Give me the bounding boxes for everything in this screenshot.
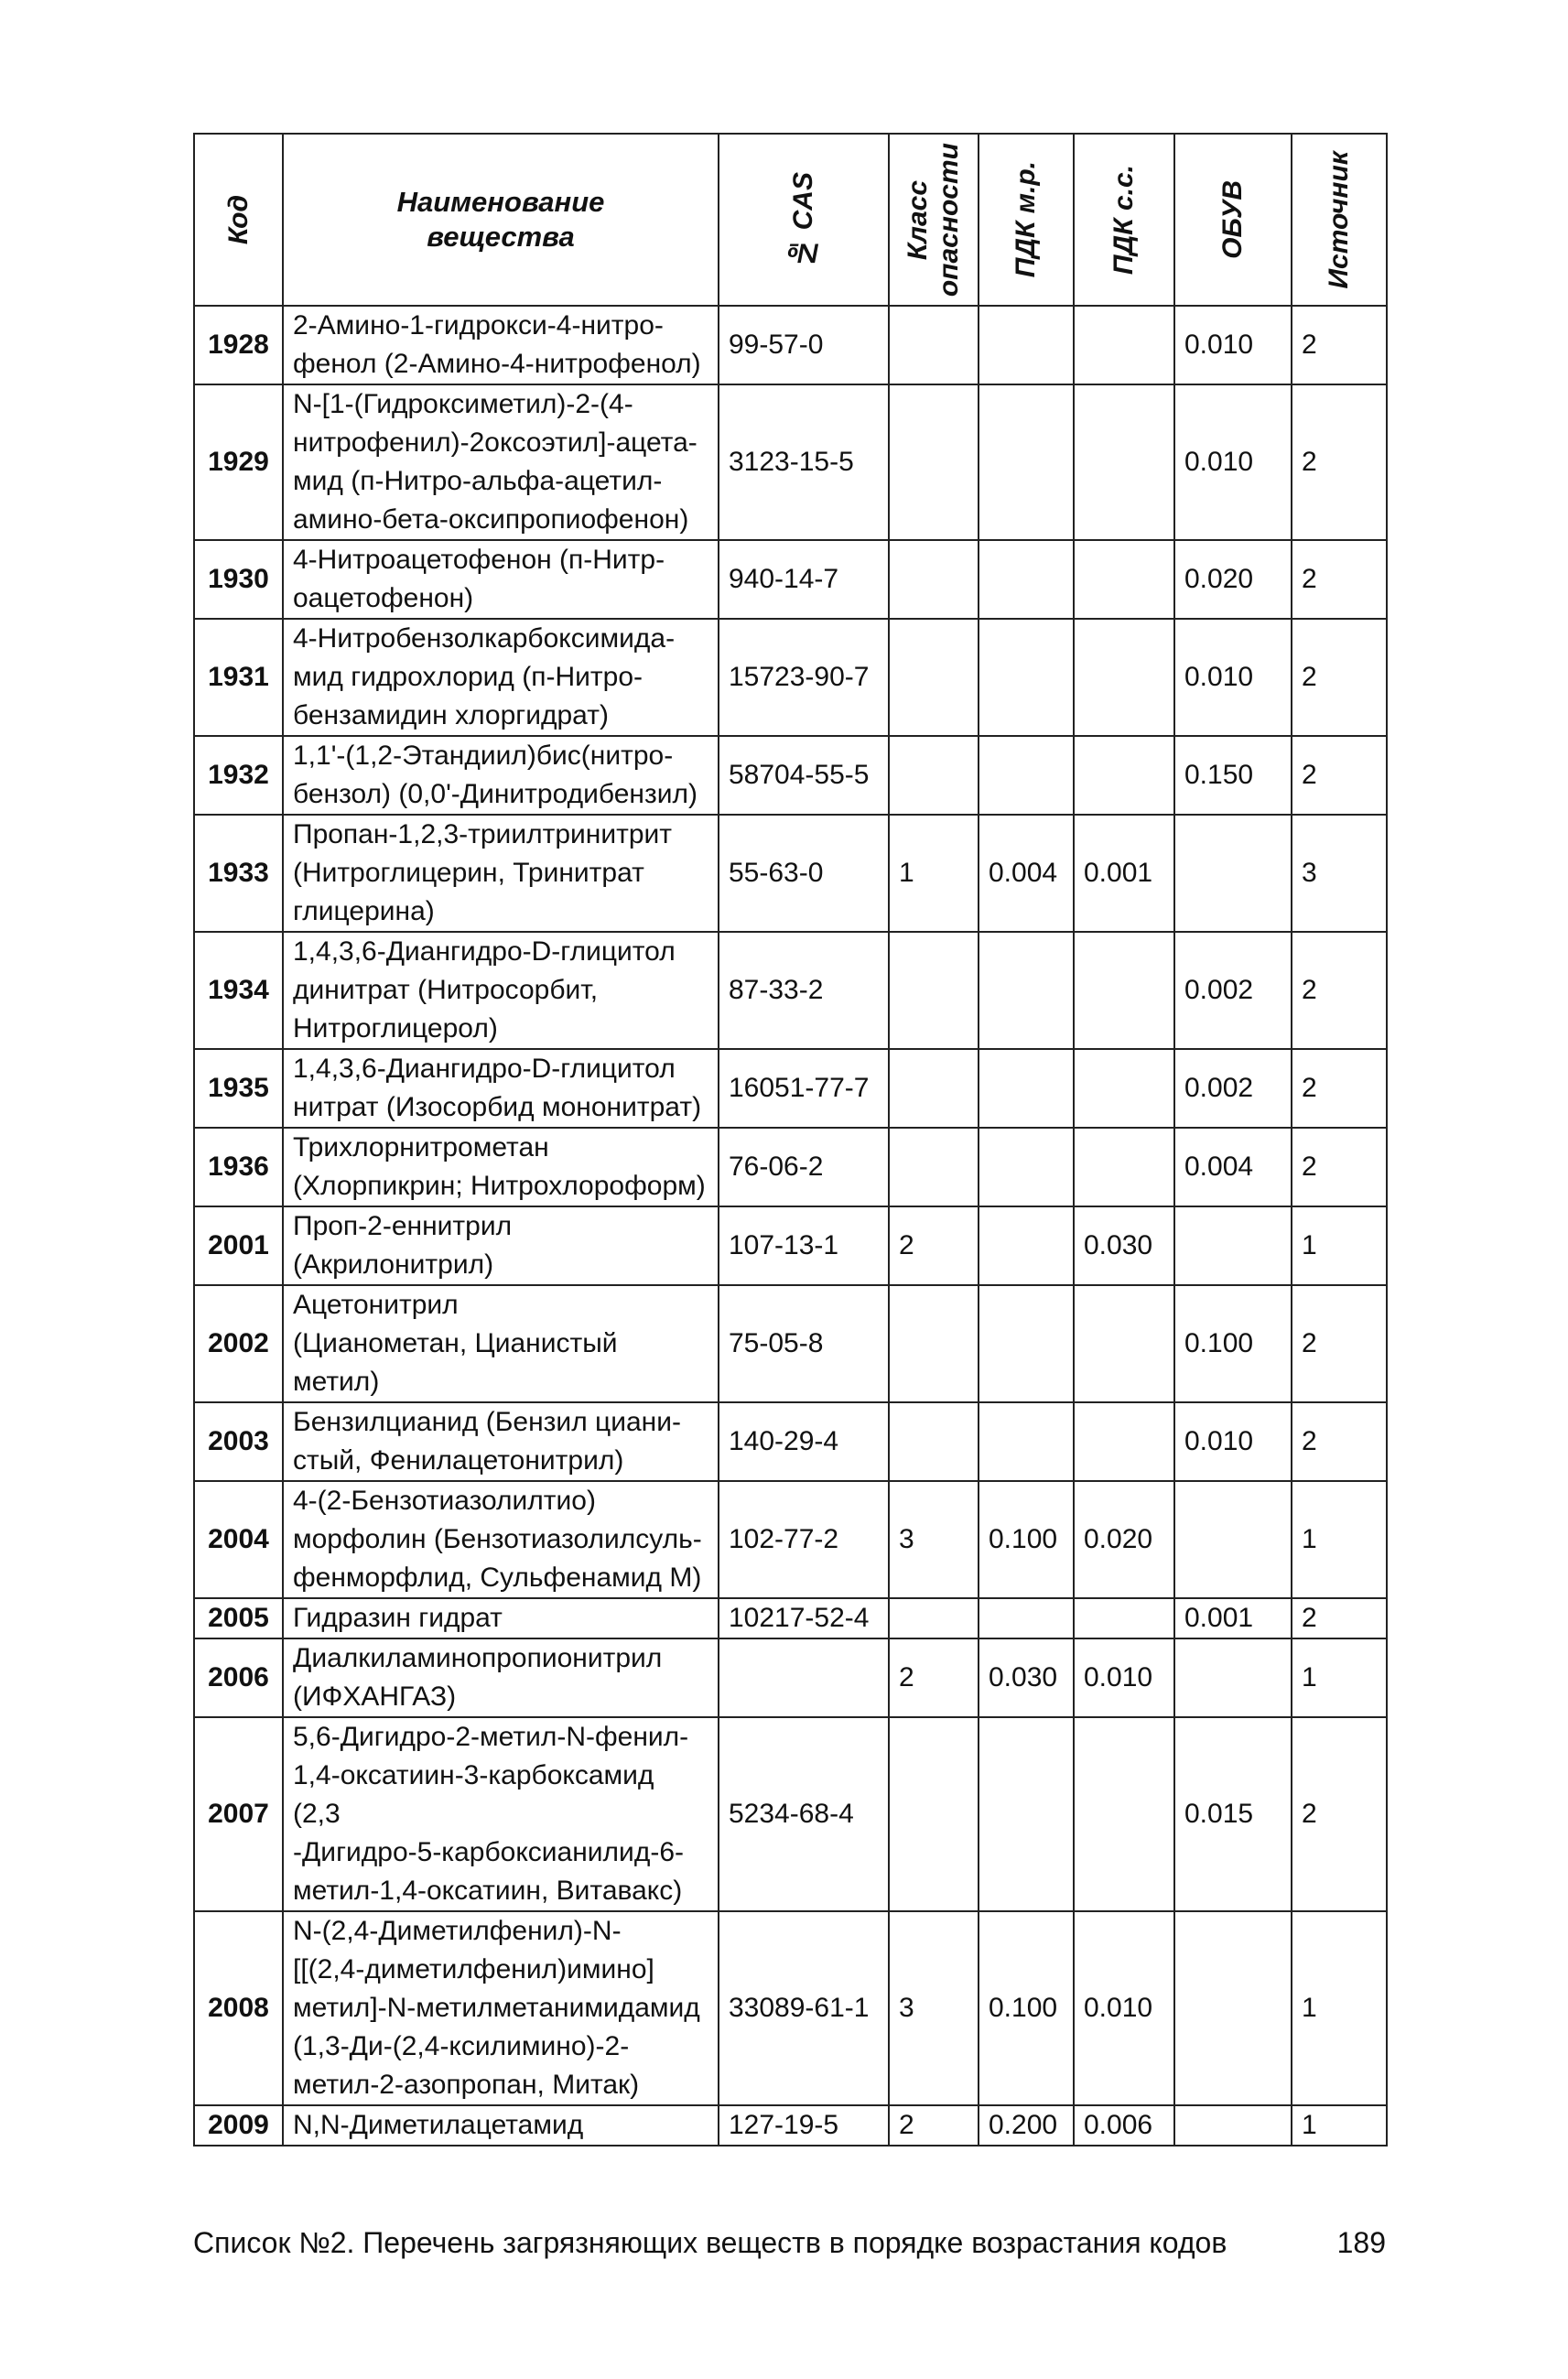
cell-code: 1935	[194, 1049, 283, 1128]
cell-name: 5,6-Дигидро-2-метил-N-фенил- 1,4-оксатиин-3-карбоксамид (2,3 -Дигидро-5-карбоксианилид-6- метил-1,4-оксатиин, Витавакс)	[283, 1717, 719, 1911]
cell-pdk-mr	[979, 306, 1074, 384]
cell-code: 1928	[194, 306, 283, 384]
cell-source: 1	[1292, 1638, 1387, 1717]
cell-hazard-class: 2	[889, 1638, 979, 1717]
cell-pdk-mr	[979, 1402, 1074, 1481]
cell-code: 2009	[194, 2105, 283, 2146]
cell-code: 1931	[194, 619, 283, 736]
cell-pdk-mr: 0.200	[979, 2105, 1074, 2146]
cell-cas: 3123-15-5	[719, 384, 889, 540]
cell-hazard-class	[889, 1049, 979, 1128]
cell-hazard-class	[889, 306, 979, 384]
cell-pdk-mr	[979, 1717, 1074, 1911]
cell-hazard-class	[889, 384, 979, 540]
page-number: 189	[1336, 2226, 1386, 2259]
cell-code: 1934	[194, 932, 283, 1049]
cell-obuv: 0.002	[1174, 932, 1292, 1049]
header-pdk-mr: ПДК м.р.	[979, 134, 1074, 306]
cell-pdk-ss	[1074, 1128, 1174, 1206]
cell-pdk-ss: 0.010	[1074, 1911, 1174, 2105]
cell-obuv	[1174, 815, 1292, 932]
cell-source: 2	[1292, 1717, 1387, 1911]
cell-name: Диалкиламинопропионитрил (ИФХАНГАЗ)	[283, 1638, 719, 1717]
table-row	[194, 306, 1387, 384]
footer-title: Список №2. Перечень загрязняющих веществ в порядке возрастания кодов	[193, 2226, 1227, 2259]
cell-source: 2	[1292, 1285, 1387, 1402]
cell-source: 2	[1292, 306, 1387, 384]
cell-hazard-class	[889, 1285, 979, 1402]
header-cas: № CAS	[719, 134, 889, 306]
cell-hazard-class: 3	[889, 1481, 979, 1598]
cell-code: 1930	[194, 540, 283, 619]
cell-source: 1	[1292, 2105, 1387, 2146]
substances-table	[193, 133, 1388, 2147]
cell-obuv	[1174, 1481, 1292, 1598]
table-row	[194, 932, 1387, 1049]
cell-cas: 58704-55-5	[719, 736, 889, 815]
cell-obuv: 0.010	[1174, 306, 1292, 384]
table-row	[194, 2105, 1387, 2146]
cell-pdk-mr	[979, 932, 1074, 1049]
cell-cas: 87-33-2	[719, 932, 889, 1049]
cell-source: 2	[1292, 1049, 1387, 1128]
cell-name: 4-(2-Бензотиазолилтио) морфолин (Бензотиазолилсуль- фенморфлид, Сульфенамид М)	[283, 1481, 719, 1598]
cell-pdk-ss	[1074, 932, 1174, 1049]
cell-hazard-class	[889, 1598, 979, 1638]
cell-obuv	[1174, 2105, 1292, 2146]
cell-hazard-class	[889, 1717, 979, 1911]
cell-code: 2004	[194, 1481, 283, 1598]
cell-code: 2006	[194, 1638, 283, 1717]
header-row	[194, 134, 1387, 306]
cell-pdk-mr	[979, 540, 1074, 619]
cell-pdk-ss	[1074, 1717, 1174, 1911]
cell-name: 4-Нитробензолкарбоксимида- мид гидрохлорид (п-Нитро- бензамидин хлоргидрат)	[283, 619, 719, 736]
cell-name: 2-Амино-1-гидрокси-4-нитро- фенол (2-Амино-4-нитрофенол)	[283, 306, 719, 384]
cell-name: 1,4,3,6-Диангидро-D-глицитол динитрат (Нитросорбит, Нитроглицерол)	[283, 932, 719, 1049]
table-row	[194, 1285, 1387, 1402]
cell-obuv	[1174, 1638, 1292, 1717]
cell-source: 1	[1292, 1911, 1387, 2105]
cell-pdk-ss	[1074, 540, 1174, 619]
cell-name: Гидразин гидрат	[283, 1598, 719, 1638]
cell-source: 2	[1292, 1598, 1387, 1638]
cell-obuv	[1174, 1206, 1292, 1285]
cell-pdk-ss	[1074, 619, 1174, 736]
cell-source: 3	[1292, 815, 1387, 932]
cell-cas: 75-05-8	[719, 1285, 889, 1402]
cell-code: 2003	[194, 1402, 283, 1481]
cell-pdk-ss	[1074, 1285, 1174, 1402]
cell-pdk-mr	[979, 1598, 1074, 1638]
cell-cas: 140-29-4	[719, 1402, 889, 1481]
table-row	[194, 1128, 1387, 1206]
table-row	[194, 619, 1387, 736]
cell-pdk-ss: 0.020	[1074, 1481, 1174, 1598]
cell-obuv: 0.004	[1174, 1128, 1292, 1206]
cell-code: 1932	[194, 736, 283, 815]
cell-obuv: 0.015	[1174, 1717, 1292, 1911]
cell-pdk-ss: 0.010	[1074, 1638, 1174, 1717]
table-row	[194, 1598, 1387, 1638]
cell-name: Пропан-1,2,3-триилтринитрит (Нитроглицерин, Тринитрат глицерина)	[283, 815, 719, 932]
cell-obuv: 0.002	[1174, 1049, 1292, 1128]
cell-pdk-ss: 0.001	[1074, 815, 1174, 932]
cell-pdk-ss	[1074, 1049, 1174, 1128]
cell-obuv: 0.010	[1174, 384, 1292, 540]
cell-code: 1936	[194, 1128, 283, 1206]
table-row	[194, 1206, 1387, 1285]
cell-cas: 99-57-0	[719, 306, 889, 384]
cell-hazard-class: 2	[889, 1206, 979, 1285]
cell-obuv: 0.010	[1174, 619, 1292, 736]
cell-hazard-class	[889, 932, 979, 1049]
cell-pdk-mr	[979, 736, 1074, 815]
cell-pdk-ss	[1074, 1598, 1174, 1638]
cell-obuv: 0.150	[1174, 736, 1292, 815]
cell-code: 2005	[194, 1598, 283, 1638]
table-body	[194, 306, 1387, 2146]
table-row	[194, 1717, 1387, 1911]
table-row	[194, 1402, 1387, 1481]
cell-hazard-class	[889, 540, 979, 619]
cell-pdk-ss	[1074, 736, 1174, 815]
cell-code: 2001	[194, 1206, 283, 1285]
cell-name: N,N-Диметилацетамид	[283, 2105, 719, 2146]
cell-pdk-mr: 0.100	[979, 1911, 1074, 2105]
cell-source: 2	[1292, 932, 1387, 1049]
cell-obuv: 0.001	[1174, 1598, 1292, 1638]
header-source: Источник	[1292, 134, 1387, 306]
cell-pdk-ss	[1074, 384, 1174, 540]
cell-pdk-mr: 0.004	[979, 815, 1074, 932]
cell-pdk-mr: 0.100	[979, 1481, 1074, 1598]
cell-name: 1,1'-(1,2-Этандиил)бис(нитро- бензол) (0,0'-Динитродибензил)	[283, 736, 719, 815]
cell-source: 1	[1292, 1206, 1387, 1285]
cell-pdk-ss: 0.006	[1074, 2105, 1174, 2146]
table-row	[194, 384, 1387, 540]
cell-pdk-mr	[979, 384, 1074, 540]
cell-cas: 940-14-7	[719, 540, 889, 619]
cell-code: 2002	[194, 1285, 283, 1402]
cell-cas: 5234-68-4	[719, 1717, 889, 1911]
cell-obuv: 0.100	[1174, 1285, 1292, 1402]
cell-cas: 16051-77-7	[719, 1049, 889, 1128]
cell-hazard-class: 3	[889, 1911, 979, 2105]
cell-source: 2	[1292, 619, 1387, 736]
page-footer	[193, 2224, 1386, 2261]
header-hazard-class: Класс опасности	[889, 134, 979, 306]
cell-cas: 76-06-2	[719, 1128, 889, 1206]
cell-cas: 10217-52-4	[719, 1598, 889, 1638]
cell-source: 2	[1292, 1128, 1387, 1206]
cell-name: 4-Нитроацетофенон (п-Нитр- оацетофенон)	[283, 540, 719, 619]
table-row	[194, 1481, 1387, 1598]
cell-cas: 15723-90-7	[719, 619, 889, 736]
cell-pdk-mr	[979, 1206, 1074, 1285]
table-row	[194, 1911, 1387, 2105]
cell-pdk-ss	[1074, 306, 1174, 384]
cell-cas: 33089-61-1	[719, 1911, 889, 2105]
cell-hazard-class	[889, 1402, 979, 1481]
cell-source: 1	[1292, 1481, 1387, 1598]
cell-code: 1929	[194, 384, 283, 540]
cell-name: N-(2,4-Диметилфенил)-N- [[(2,4-диметилфенил)имино] метил]-N-метилметанимидамид (1,3-Ди-(2,4-ксилимино)-2- метил-2-азопропан, Митак)	[283, 1911, 719, 2105]
cell-hazard-class	[889, 619, 979, 736]
cell-cas	[719, 1638, 889, 1717]
header-obuv: ОБУВ	[1174, 134, 1292, 306]
cell-name: Бензилцианид (Бензил циани- стый, Фенилацетонитрил)	[283, 1402, 719, 1481]
cell-name: Трихлорнитрометан (Хлорпикрин; Нитрохлороформ)	[283, 1128, 719, 1206]
cell-obuv	[1174, 1911, 1292, 2105]
cell-obuv: 0.020	[1174, 540, 1292, 619]
cell-code: 1933	[194, 815, 283, 932]
cell-pdk-mr	[979, 1049, 1074, 1128]
cell-obuv: 0.010	[1174, 1402, 1292, 1481]
header-pdk-ss: ПДК с.с.	[1074, 134, 1174, 306]
cell-source: 2	[1292, 384, 1387, 540]
cell-pdk-mr: 0.030	[979, 1638, 1074, 1717]
cell-hazard-class	[889, 1128, 979, 1206]
cell-pdk-mr	[979, 1285, 1074, 1402]
cell-cas: 55-63-0	[719, 815, 889, 932]
table-row	[194, 540, 1387, 619]
cell-source: 2	[1292, 540, 1387, 619]
cell-pdk-ss: 0.030	[1074, 1206, 1174, 1285]
table-row	[194, 736, 1387, 815]
table-row	[194, 1638, 1387, 1717]
cell-pdk-ss	[1074, 1402, 1174, 1481]
cell-code: 2008	[194, 1911, 283, 2105]
cell-name: Проп-2-еннитрил (Акрилонитрил)	[283, 1206, 719, 1285]
cell-hazard-class: 2	[889, 2105, 979, 2146]
cell-cas: 127-19-5	[719, 2105, 889, 2146]
cell-cas: 102-77-2	[719, 1481, 889, 1598]
cell-name: Ацетонитрил (Цианометан, Цианистый метил)	[283, 1285, 719, 1402]
header-code: Код	[194, 134, 283, 306]
cell-cas: 107-13-1	[719, 1206, 889, 1285]
table-row	[194, 1049, 1387, 1128]
cell-source: 2	[1292, 1402, 1387, 1481]
cell-hazard-class: 1	[889, 815, 979, 932]
cell-pdk-mr	[979, 619, 1074, 736]
cell-source: 2	[1292, 736, 1387, 815]
cell-name: 1,4,3,6-Диангидро-D-глицитол нитрат (Изосорбид мононитрат)	[283, 1049, 719, 1128]
cell-name: N-[1-(Гидроксиметил)-2-(4- нитрофенил)-2оксоэтил]-ацета- мид (п-Нитро-альфа-ацетил- амино-бета-оксипропиофенон)	[283, 384, 719, 540]
header-name: Наименование вещества	[283, 134, 719, 306]
cell-hazard-class	[889, 736, 979, 815]
table-row	[194, 815, 1387, 932]
cell-pdk-mr	[979, 1128, 1074, 1206]
cell-code: 2007	[194, 1717, 283, 1911]
